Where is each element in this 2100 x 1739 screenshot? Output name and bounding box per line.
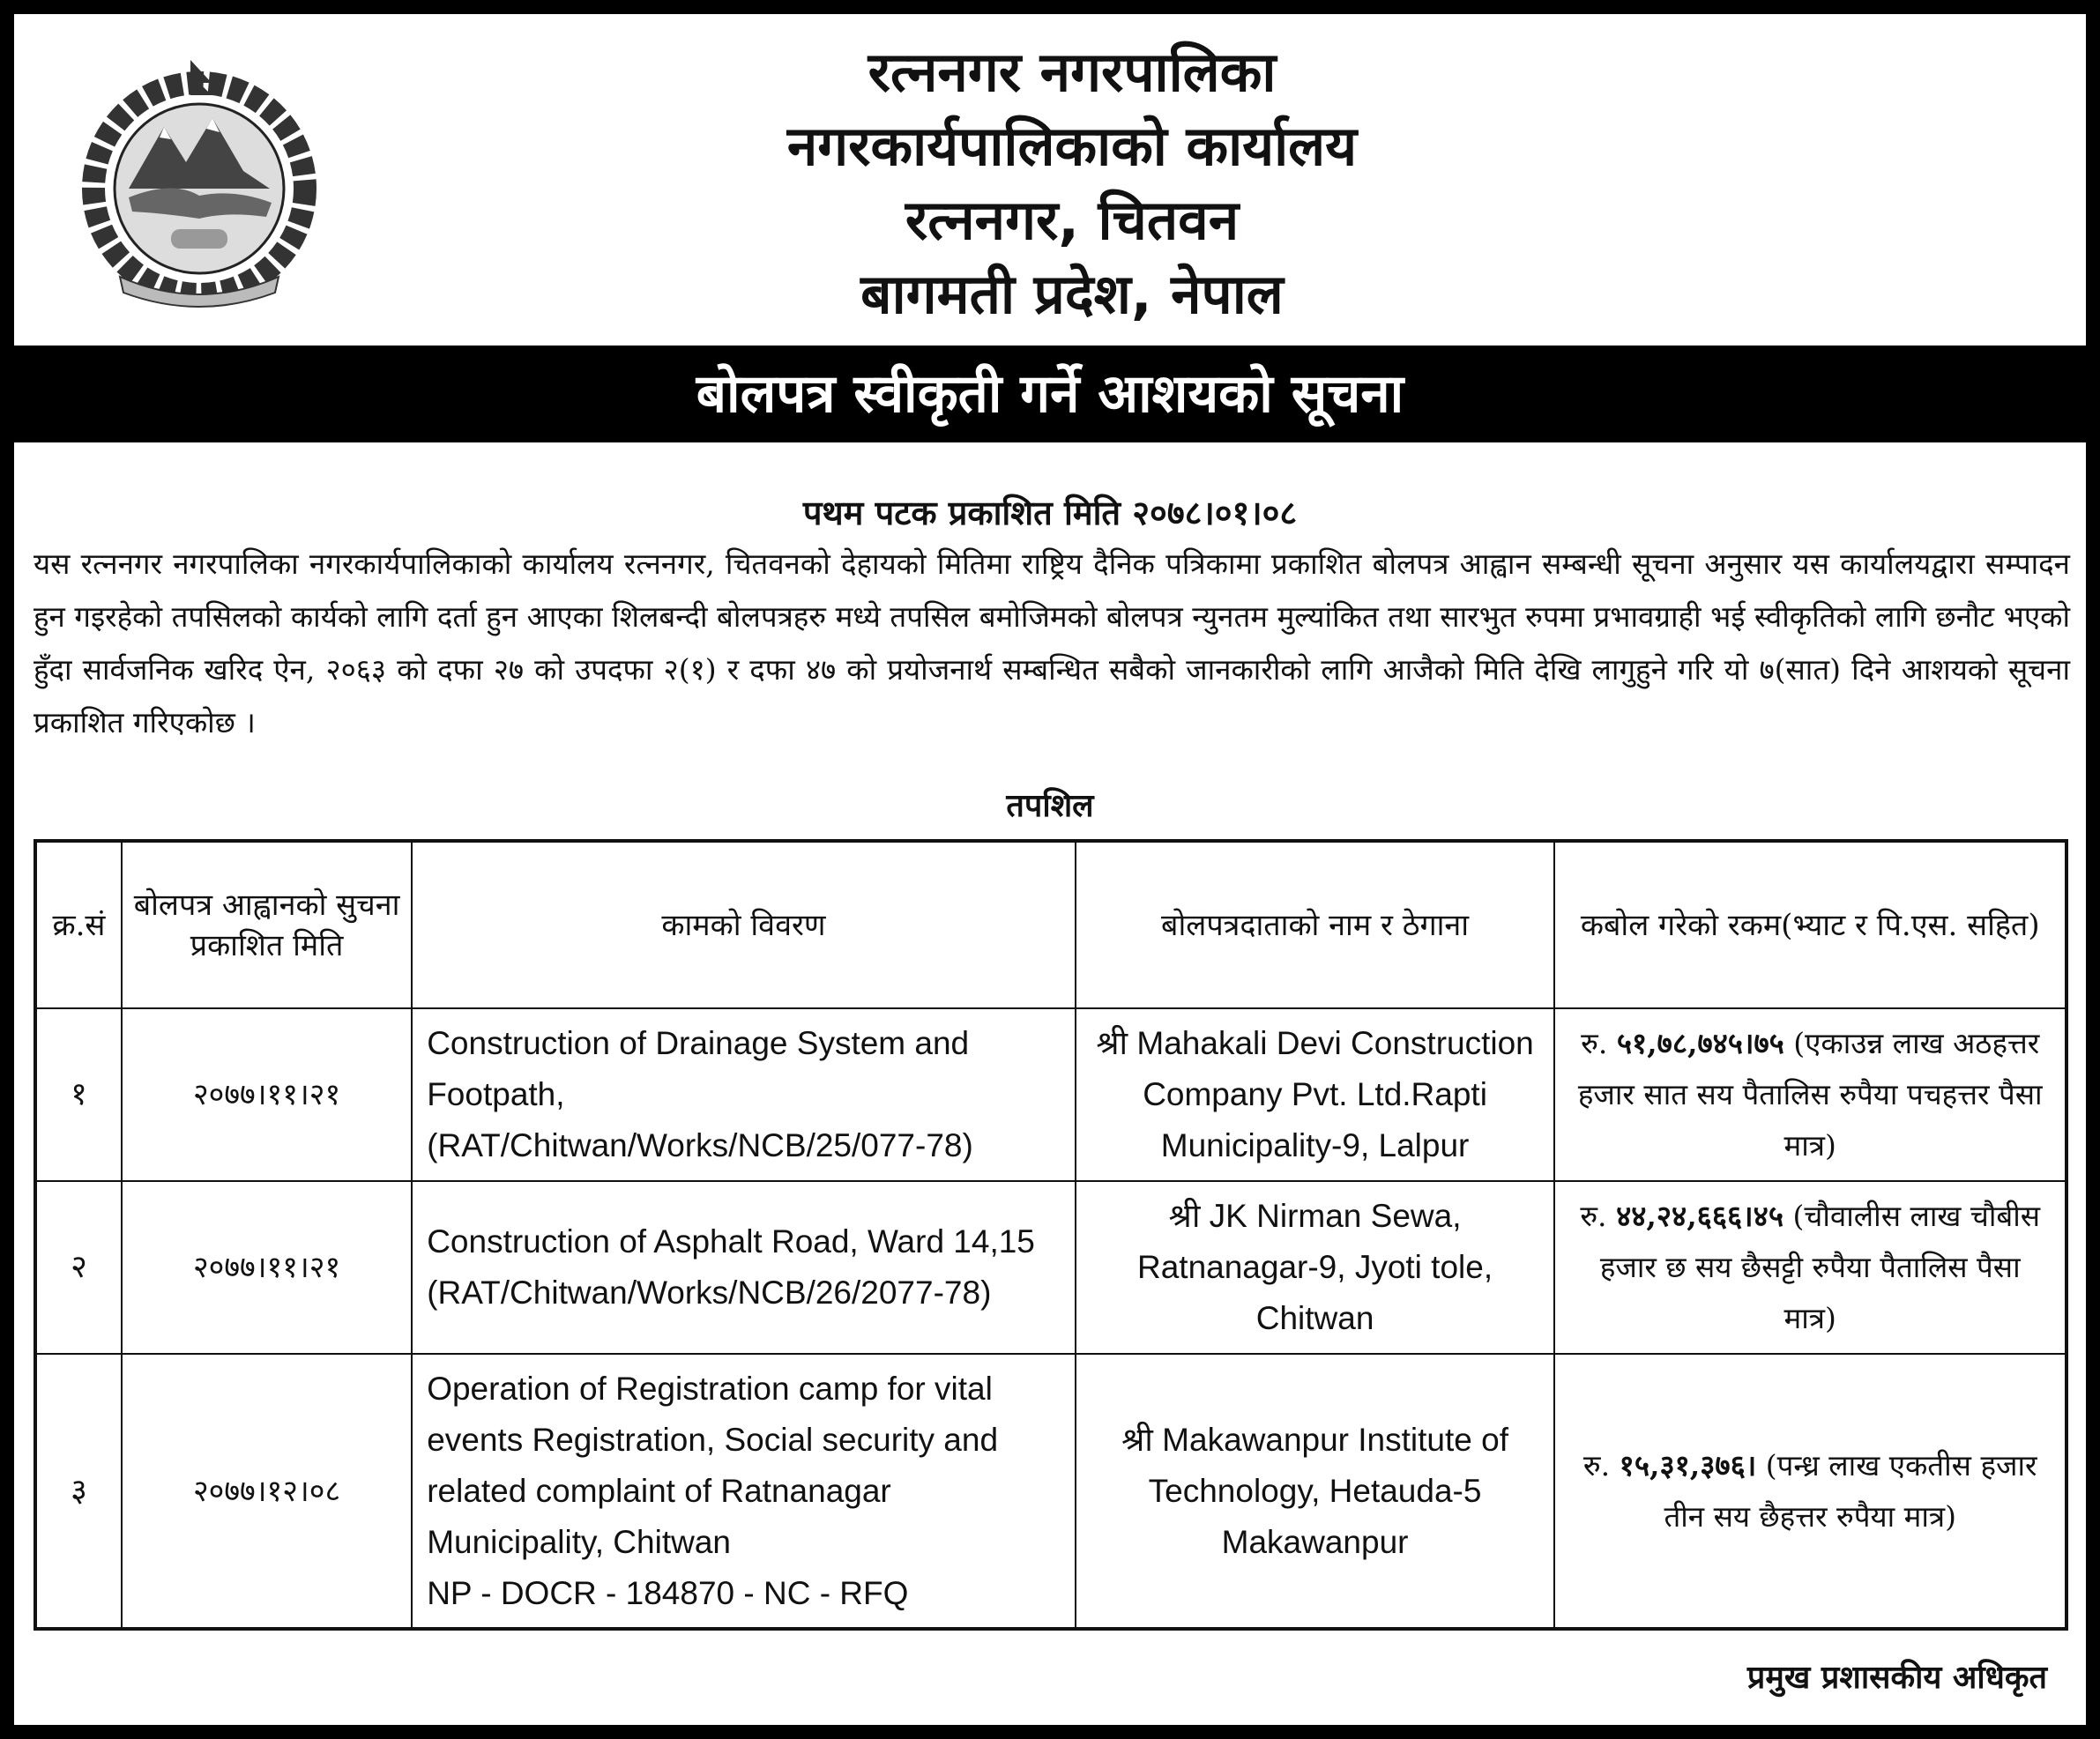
bidder-line: Technology, Hetauda-5 xyxy=(1148,1472,1482,1509)
row-notice-date: २०७७।११।२१ xyxy=(122,1008,412,1181)
row-sn: १ xyxy=(35,1008,122,1181)
work-line: (RAT/Chitwan/Works/NCB/25/077-78) xyxy=(427,1127,973,1163)
bidder-line: श्री Mahakali Devi Construction xyxy=(1096,1025,1534,1061)
header-notice-date: बोलपत्र आह्वानको सुचना प्रकाशित मिति xyxy=(122,841,412,1008)
work-line: events Registration, Social security and xyxy=(427,1421,999,1458)
table-row xyxy=(35,1181,2066,1354)
work-line: Construction of Drainage System and xyxy=(427,1025,970,1061)
row-work-description xyxy=(412,1181,1075,1354)
bidder-line: श्री JK Nirman Sewa, xyxy=(1168,1198,1462,1234)
bid-table xyxy=(34,839,2068,1631)
nepal-government-emblem xyxy=(67,56,331,310)
office-name: नगरकार्यपालिकाको कार्यालय xyxy=(786,114,1358,178)
row-amount xyxy=(1554,1354,2066,1629)
municipality-name: रत्ननगर नगरपालिका xyxy=(868,40,1277,104)
office-location: रत्ननगर, चितवन xyxy=(905,188,1240,252)
amount-value: १५,३१,३७६। xyxy=(1619,1447,1757,1483)
notice-body xyxy=(14,442,2086,1725)
notice-title-banner xyxy=(14,346,2086,442)
row-notice-date: २०७७।११।२१ xyxy=(122,1181,412,1354)
work-line: Construction of Asphalt Road, Ward 14,15 xyxy=(427,1223,1035,1260)
row-bidder xyxy=(1076,1354,1555,1629)
header-amount: कबोल गरेको रकम(भ्याट र पि.एस. सहित) xyxy=(1554,841,2066,1008)
amount-prefix: रु. xyxy=(1582,1447,1611,1483)
work-line: NP - DOCR - 184870 - NC - RFQ xyxy=(427,1574,909,1611)
work-line: (RAT/Chitwan/Works/NCB/26/2077-78) xyxy=(427,1275,992,1311)
table-row xyxy=(35,1354,2066,1629)
row-amount xyxy=(1554,1008,2066,1181)
bidder-line: श्री Makawanpur Institute of xyxy=(1121,1421,1508,1458)
amount-in-words: (एकाउन्न लाख अठहत्तर हजार सात सय पैतालिस रुपैया पचहत्तर पैसा मात्र) xyxy=(1577,1026,2043,1163)
schedule-title: तपशिल xyxy=(1006,788,1094,824)
emblem-icon xyxy=(67,56,331,310)
amount-in-words: (चौवालीस लाख चौबीस हजार छ सय छैसट्टी रुपैया पैतालिस पैसा मात्र) xyxy=(1599,1199,2041,1335)
table-row xyxy=(35,1008,2066,1181)
signatory-title: प्रमुख प्रशासकीय अधिकृत xyxy=(1746,1660,2047,1696)
row-work-description xyxy=(412,1354,1075,1629)
province-country: बागमती प्रदेश, नेपाल xyxy=(860,262,1284,326)
bidder-line: Municipality-9, Lalpur xyxy=(1160,1127,1470,1163)
amount-value: ५१,७८,७४५।७५ xyxy=(1616,1026,1784,1060)
notice-page xyxy=(14,14,2086,1725)
bidder-line: Chitwan xyxy=(1255,1300,1374,1336)
amount-value: ४४,२४,६६६।४५ xyxy=(1616,1199,1784,1233)
row-bidder xyxy=(1076,1181,1555,1354)
first-published-date: पथम पटक प्रकाशित मिति २०७८।०१।०८ xyxy=(802,494,1298,532)
row-notice-date: २०७७।१२।०८ xyxy=(122,1354,412,1629)
work-line: Operation of Registration camp for vital xyxy=(427,1370,993,1407)
table-header-row xyxy=(35,841,2066,1008)
notice-title: बोलपत्र स्वीकृती गर्ने आशयको सूचना xyxy=(696,363,1404,425)
row-work-description xyxy=(412,1008,1075,1181)
bidder-line: Company Pvt. Ltd.Rapti xyxy=(1143,1076,1487,1112)
work-line: Footpath, xyxy=(427,1076,565,1112)
letterhead xyxy=(14,14,2086,346)
bidder-line: Ratnanagar-9, Jyoti tole, xyxy=(1137,1249,1493,1285)
header-bidder: बोलपत्रदाताको नाम र ठेगाना xyxy=(1076,841,1555,1008)
header-sn: क्र.सं xyxy=(35,841,122,1008)
amount-prefix: रु. xyxy=(1580,1199,1607,1233)
header-work: कामको विवरण xyxy=(412,841,1075,1008)
amount-prefix: रु. xyxy=(1581,1026,1608,1060)
bidder-line: Makawanpur xyxy=(1221,1523,1409,1560)
work-line: related complaint of Ratnanagar xyxy=(427,1472,891,1509)
row-bidder xyxy=(1076,1008,1555,1181)
office-titles xyxy=(349,35,1795,331)
notice-paragraph: यस रत्ननगर नगरपालिका नगरकार्यपालिकाको कार्यालय रत्ननगर, चितवनको देहायको मितिमा राष्ट्रिय दैनिक पत्रिकामा प्रकाशित बोलपत्र आह्वान सम्बन्धी सूचना अनुसार यस कार्यालयद्वारा सम्पादन हुन गइरहेको तपसिलको कार्यको लागि दर्ता हुन आएका शिलबन्दी बोलपत्रहरु मध्ये तपसिल बमोजिमको बोलपत्र न्युनतम मुल्यांकित तथा सारभुत रुपमा प्रभावग्राही भई स्वीकृतिको लागि छनौट भएको हुँदा सार्वजनिक खरिद ऐन, २०६३ को दफा २७ को उपदफा २(१) र दफा ४७ को प्रयोजनार्थ सम्बन्धित सबैको जानकारीको लागि आजैको मिति देखि लागुहुने गरि यो ७(सात) दिने आशयको सूचना प्रकाशित गरिएकोछ । xyxy=(34,546,2070,739)
amount-in-words: (पन्ध्र लाख एकतीस हजार तीन सय छैहत्तर रुपैया मात्र) xyxy=(1664,1447,2037,1534)
row-amount xyxy=(1554,1181,2066,1354)
row-sn: ३ xyxy=(35,1354,122,1629)
row-sn: २ xyxy=(35,1181,122,1354)
work-line: Municipality, Chitwan xyxy=(427,1523,731,1560)
